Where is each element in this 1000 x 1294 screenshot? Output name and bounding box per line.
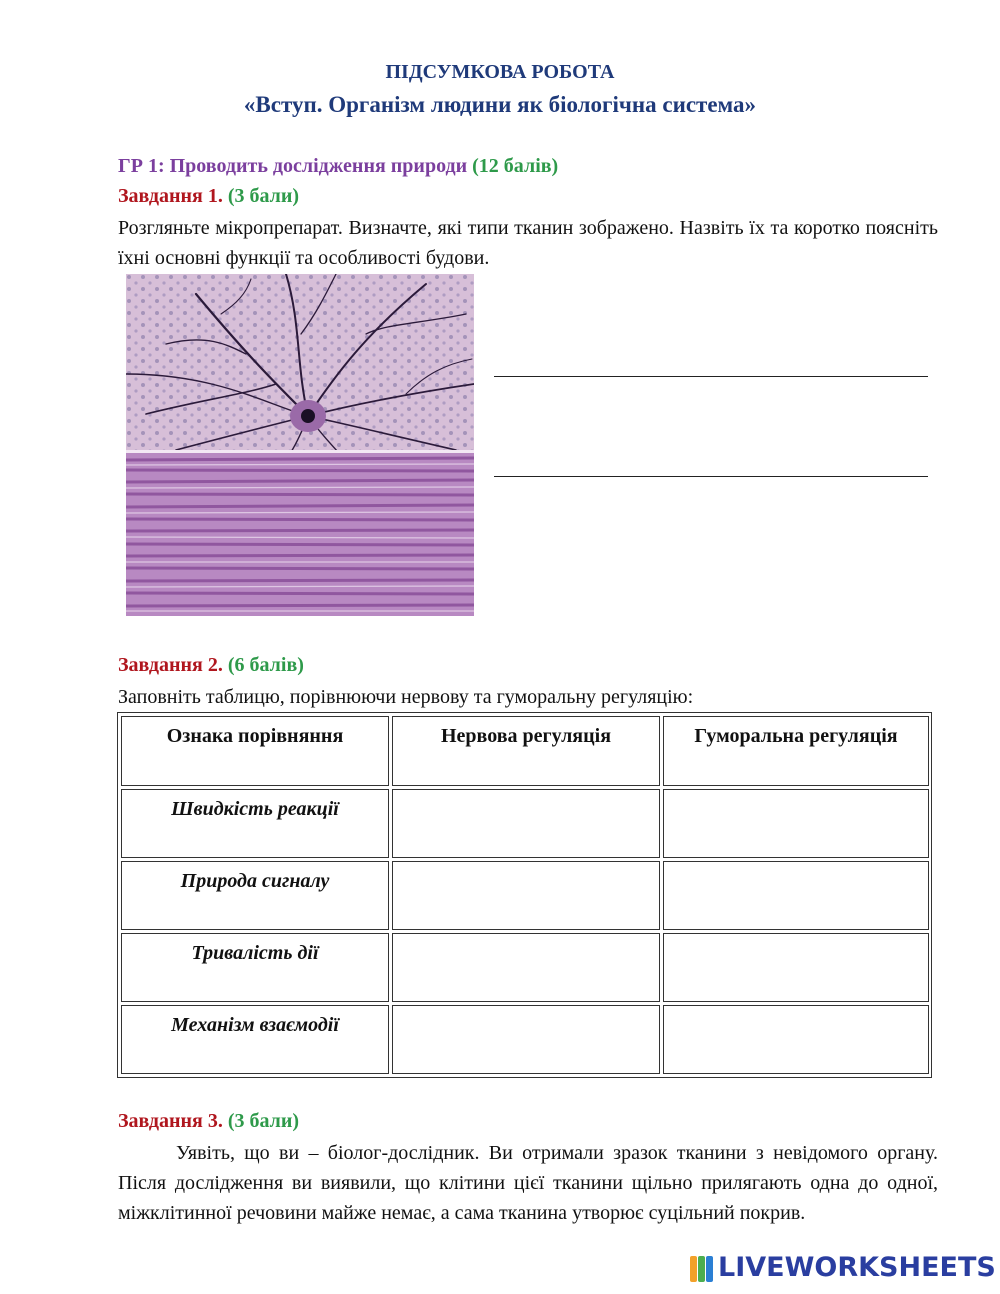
task3-label: Завдання 3.	[118, 1110, 223, 1132]
task2-heading	[118, 654, 304, 677]
task2-instructions: Заповніть таблицю, порівнюючи нервову та гуморальну регуляцію:	[118, 686, 694, 708]
worksheet-subtitle: «Вступ. Організм людини як біологічна система»	[243, 92, 757, 117]
task3-points: (3 бали)	[227, 1110, 300, 1132]
task3-heading	[118, 1110, 299, 1133]
task1-instructions: Розгляньте мікропрепарат. Визначте, які типи тканин зображено. Назвіть їх та коротко поясніть їхні основні функції та особливості будови.	[118, 217, 938, 269]
liveworksheets-logo-text: LIVEWORKSHEETS	[718, 1252, 996, 1283]
table-cell-humoral[interactable]	[663, 933, 929, 1002]
table-cell-nervous[interactable]	[392, 933, 660, 1002]
table-row-label: Природа сигналу	[121, 861, 389, 930]
table-row-label: Механізм взаємодії	[121, 1005, 389, 1074]
table-cell-humoral[interactable]	[663, 861, 929, 930]
table-header-feature: Ознака порівняння	[121, 716, 389, 786]
task3-text: Уявіть, що ви – біолог-дослідник. Ви отримали зразок тканини з невідомого органу. Після дослідження ви виявили, що клітини цієї тканини щільно прилягають одна до одної, міжклітинної речовини майже немає, а сама тканина утворює суцільний покрив.	[118, 1142, 938, 1224]
table-cell-humoral[interactable]	[663, 789, 929, 858]
table-header-humoral: Гуморальна регуляція	[663, 716, 929, 786]
table-cell-nervous[interactable]	[392, 861, 660, 930]
table-row-label: Тривалість дії	[121, 933, 389, 1002]
micrograph-image	[126, 274, 474, 616]
task1-label: Завдання 1.	[118, 185, 223, 207]
table-row-label: Швидкість реакції	[121, 789, 389, 858]
liveworksheets-logo-icon	[690, 1254, 714, 1284]
group-label: ГР 1: Проводить дослідження природи	[118, 155, 468, 177]
micrograph-illustration	[126, 274, 474, 616]
table-cell-nervous[interactable]	[392, 1005, 660, 1074]
task2-points: (6 балів)	[227, 654, 304, 676]
table-cell-humoral[interactable]	[663, 1005, 929, 1074]
comparison-table	[117, 712, 932, 1078]
answer-line-1[interactable]	[494, 376, 928, 377]
task1-heading	[118, 185, 299, 208]
task2-label: Завдання 2.	[118, 654, 223, 676]
group-heading	[118, 155, 558, 178]
task1-points: (3 бали)	[227, 185, 300, 207]
worksheet-title: ПІДСУМКОВА РОБОТА	[385, 61, 615, 83]
table-cell-nervous[interactable]	[392, 789, 660, 858]
answer-line-2[interactable]	[494, 476, 928, 477]
group-points: (12 балів)	[472, 155, 559, 177]
table-header-nervous: Нервова регуляція	[392, 716, 660, 786]
